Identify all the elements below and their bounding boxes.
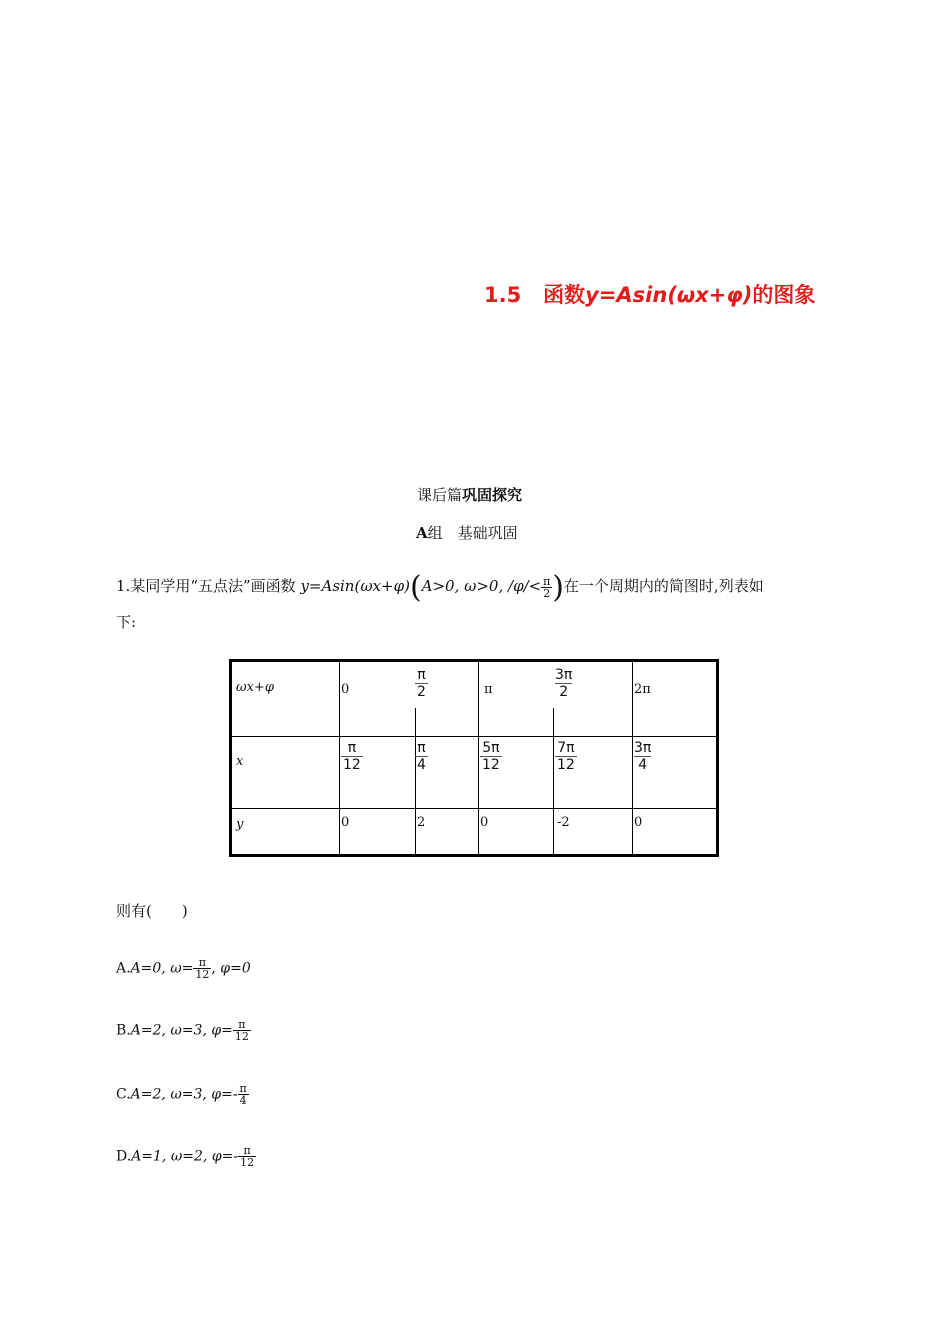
question-function: y=Asin(ωx+φ) [300, 577, 410, 595]
cell-r2-c1: $\frac{\pi}{12}$ [343, 740, 361, 773]
cell-r2-c3: $\frac{5\pi}{12}$ [482, 740, 500, 773]
cell-r1-c2: $\frac{\pi}{2}$ [417, 667, 426, 700]
option-d[interactable]: D.A=1, ω=2, φ=- $\frac{\pi}{12}$ [116, 1144, 255, 1169]
cell-r3-c4: -2 [557, 815, 570, 830]
question-text-after: 在一个周期内的简图时,列表如 [563, 577, 764, 595]
title-suffix: 的图象 [752, 283, 816, 307]
table-col-divider [632, 662, 633, 854]
left-paren: ( [409, 570, 422, 605]
cell-r2-c2: $\frac{\pi}{4}$ [417, 740, 426, 773]
option-b[interactable]: B.A=2, ω=3, φ= $\frac{\pi}{12}$ [116, 1018, 249, 1043]
option-c[interactable]: C.A=2, ω=3, φ=- $\frac{\pi}{4}$ [116, 1082, 247, 1107]
condition-fraction [541, 576, 552, 599]
group-name: 组 基础巩固 [427, 524, 518, 542]
cell-r3-c3: 0 [480, 815, 489, 830]
question-stem [116, 570, 764, 605]
table-row-divider [232, 736, 716, 737]
option-a[interactable]: A.A=0, ω= $\frac{\pi}{12}$ , φ=0 [116, 956, 251, 981]
table-col-divider [553, 708, 554, 854]
question-continuation: 下: [116, 613, 137, 631]
subtitle-bold: 巩固探究 [462, 486, 523, 504]
table-col-divider [478, 662, 479, 854]
group-heading [416, 522, 518, 543]
section-subtitle [417, 484, 522, 505]
title-formula: y=Asin(ωx+φ) [585, 283, 753, 307]
row-label-phase: ωx+φ [236, 680, 274, 695]
group-label: A [416, 524, 428, 542]
cell-r3-c2: 2 [417, 815, 426, 830]
table-col-divider [339, 662, 340, 854]
cell-r1-c4: $\frac{3\pi}{2}$ [555, 667, 573, 700]
question-number: 1. [116, 577, 131, 595]
cell-r3-c1: 0 [341, 815, 350, 830]
table-row-divider [232, 808, 716, 809]
table-col-divider [415, 708, 416, 854]
cell-r1-c1: 0 [341, 682, 350, 697]
five-point-table [229, 659, 719, 857]
section-number: 1.5 [484, 283, 522, 307]
question-text-before: 某同学用“五点法”画函数 [130, 577, 296, 595]
cell-r1-c5: 2π [634, 682, 651, 697]
condition-denominator: 2 [543, 586, 551, 600]
page-title [484, 279, 815, 309]
answer-prompt: 则有( ) [116, 902, 188, 920]
cell-r3-c5: 0 [634, 815, 643, 830]
cell-r2-c4: $\frac{7\pi}{12}$ [557, 740, 575, 773]
title-prefix: 函数 [543, 283, 586, 307]
condition-numerator: π [543, 574, 551, 588]
cell-r2-c5: $\frac{3\pi}{4}$ [634, 740, 652, 773]
subtitle-plain: 课后篇 [417, 486, 463, 504]
right-paren: ) [552, 570, 564, 605]
row-label-x: x [236, 754, 244, 769]
row-label-y: y [236, 817, 244, 832]
cell-r1-c3: π [484, 682, 493, 697]
question-condition: A>0, ω>0, /φ/< [421, 577, 542, 595]
